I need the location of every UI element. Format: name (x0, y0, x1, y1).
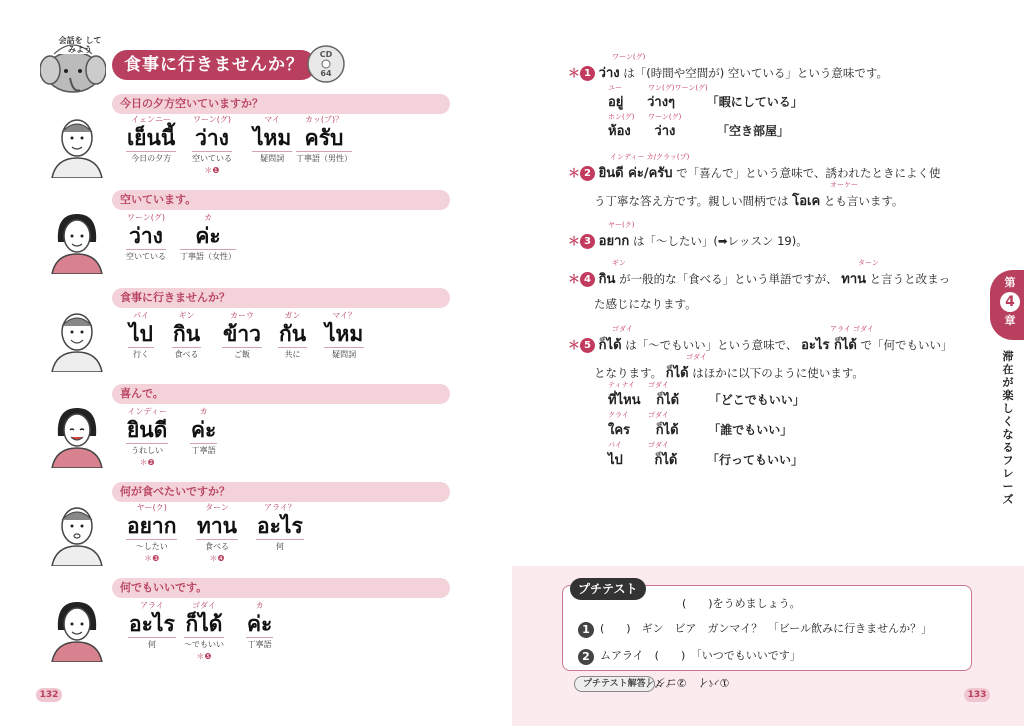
vocab-word: カーウ ข้าว ご飯 (223, 311, 261, 359)
right-page: ワーン(グ) ＊ 1 ว่าง は「(時間や空間が) 空いている」という意味です。 ユー ワン(グ)ワーン(グ) อยู่ ว่างๆ 「暇にしている」 ホン(グ) ワーン(グ) ห้อง ว่าง 「空き部屋」 インディー カ/クラッ(プ) ＊ 2 ยินดี ค่ะ/ครับ で「喜んで」という意味で、誘われたときによく使 オーケー う丁寧な答え方です。親しい間柄では โอเค とも言います。 ヤー(ク) ＊ 3 อยาก は「〜したい」(➡レッスン 19)。 ギン ターン ＊ 4 กิน が一般的な「食べる」という単語ですが、 ทาน と言うと改まっ た感じになります。 ゴダイ アライ ゴダイ ＊ 5 ก็ได้ は「〜でもいい」という意味で、 อะไร ก็ได้ で「何でもいい」 ゴダイ となります。 ก็ได้ はほかに以下のように使います。 ティナイ ゴダイ ที่ไหน ก็ได้ 「どこでもいい」 クライ ゴダイ ใคร ก็ได้ 「誰でもいい」 パイ ゴダイ ไป ก็ได้ 「行ってもいい」 第 4 章 滞在が楽しくなるフレーズ プチテスト ( )をうめましょう。 1 ( ) ギン ビア ガンマイ？ 「ビール飲みに行きませんか？」 2 ムアライ ( ) 「いつでもいいです」 プチテスト解答 ①パイ ②ゴダイ 133 (512, 0, 1024, 726)
man-avatar-icon (46, 112, 108, 178)
vocab-word: カ ค่ะ 丁寧語 (191, 407, 217, 455)
vocab-word: カッ(プ)？ ครับ 丁寧語（男性） (296, 115, 352, 163)
answer-upside-down: ①パイ ②ゴダイ (644, 676, 730, 689)
chapter-title: 滞在が楽しくなるフレーズ (1002, 350, 1014, 506)
chapter-label: 第 4 章 (994, 276, 1024, 328)
vocab-word: アライ อะไร 何 (129, 601, 175, 649)
section-heading: 何でもいいです。 (112, 578, 450, 598)
section-heading: 喜んで。 (112, 384, 450, 404)
cd-track: CD 64 (319, 50, 333, 78)
vocab-word: アライ？ อะไร 何 (257, 503, 303, 551)
vocab-word: ギン กิน 食べる (173, 311, 201, 359)
test-title: プチテスト (570, 578, 646, 600)
page-number: 132 (36, 688, 62, 702)
test-question-1: 1 ( ) ギン ビア ガンマイ？ 「ビール飲みに行きませんか？」 (578, 620, 932, 638)
vocab-word: カ ค่ะ 丁寧語（女性） (180, 213, 236, 261)
woman-avatar-icon (46, 208, 108, 274)
vocab-word: ターン ทาน 食べる ＊❹ (197, 503, 237, 563)
vocab-word: インディー ยินดี うれしい ＊❷ (127, 407, 168, 467)
mascot-caption: 会話を してみよう (58, 36, 102, 54)
vocab-word: イェンニー เย็นนี้ 今日の夕方 (127, 115, 176, 163)
vocab-word: ヤー(ク) อยาก 〜したい ＊❸ (127, 503, 177, 563)
woman-avatar-icon (46, 596, 108, 662)
man-avatar-icon (46, 306, 108, 372)
answer-label: プチテスト解答 (574, 676, 655, 692)
test-question-2: 2 ムアライ ( ) 「いつでもいいです」 (578, 647, 801, 665)
vocab-word: ゴダイ ก็ได้ 〜でもいい ＊❺ (184, 601, 224, 661)
section-heading: 食事に行きませんか？ (112, 288, 450, 308)
vocab-word: ワーン(グ) ว่าง 空いている (126, 213, 166, 261)
vocab-word: ガン กัน 共に (279, 311, 307, 359)
man-avatar-icon (46, 500, 108, 566)
page-number: 133 (964, 688, 990, 702)
section-heading: 今日の夕方空いていますか？ (112, 94, 450, 114)
page-title: 食事に行きませんか？ (112, 50, 316, 80)
woman-avatar-icon (46, 402, 108, 468)
section-heading: 空いています。 (112, 190, 450, 210)
vocab-word: マイ？ ไหม 疑問詞 (325, 311, 364, 359)
vocab-word: ワーン(グ) ว่าง 空いている ＊❶ (192, 115, 232, 175)
vocab-word: パイ ไป 行く (129, 311, 153, 359)
vocab-word: マイ ไหม 疑問詞 (253, 115, 292, 163)
vocab-word: カ ค่ะ 丁寧語 (247, 601, 273, 649)
section-heading: 何が食べたいですか？ (112, 482, 450, 502)
test-instruction: ( )をうめましょう。 (682, 597, 801, 610)
